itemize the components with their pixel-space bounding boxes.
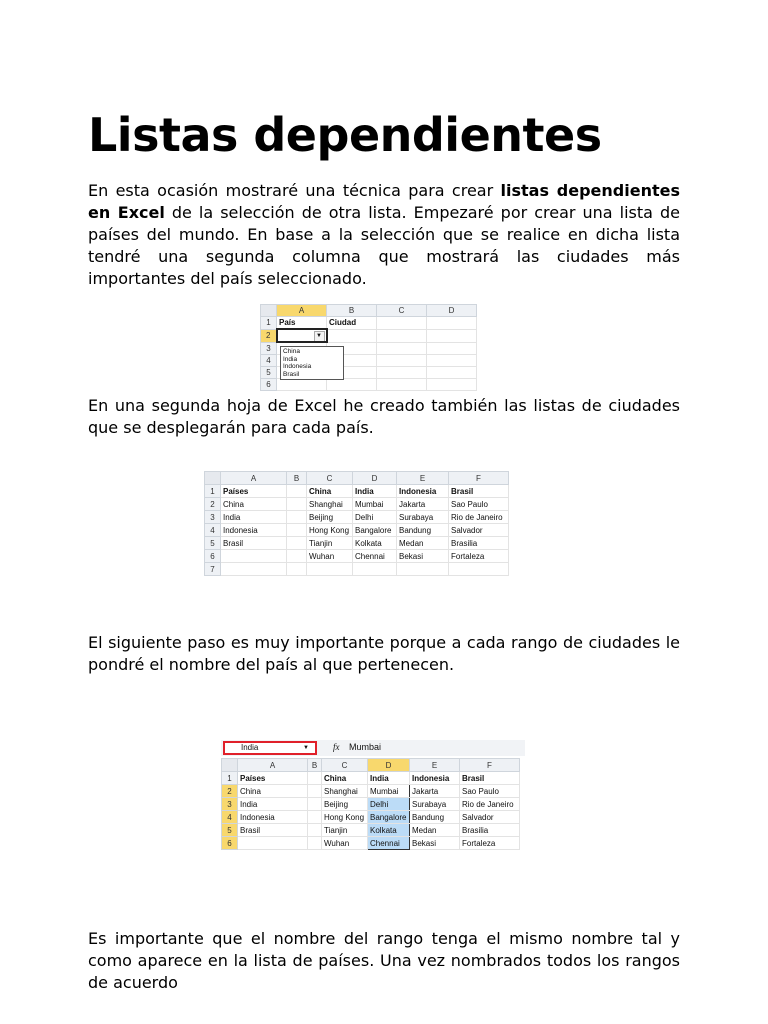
cell[interactable]: Beijing <box>322 798 368 811</box>
paragraph-range-naming-note: Es importante que el nombre del rango tenga el mismo nombre tal y como aparece en la lista de países. Una vez nombrados todos los rangos de acuerdo <box>88 929 680 992</box>
dropdown-option[interactable]: Indonesia <box>283 363 312 370</box>
row-header[interactable]: 3 <box>261 342 277 355</box>
cell[interactable] <box>353 485 397 498</box>
paragraph-intro <box>88 180 680 290</box>
formula-value[interactable]: Mumbai <box>349 742 382 752</box>
cell[interactable] <box>287 485 307 498</box>
column-header-f[interactable]: F <box>449 472 509 485</box>
cell[interactable] <box>353 563 397 576</box>
cell[interactable]: Salvador <box>460 811 520 824</box>
cell[interactable] <box>460 772 520 785</box>
row-header[interactable]: 5 <box>222 824 238 837</box>
cell[interactable]: Jakarta <box>397 498 449 511</box>
cell[interactable]: Brasilia <box>460 824 520 837</box>
header-china: China <box>324 773 347 783</box>
cell[interactable] <box>287 524 307 537</box>
cell[interactable] <box>427 329 477 342</box>
cell[interactable]: Delhi <box>353 511 397 524</box>
row-header[interactable]: 6 <box>261 379 277 391</box>
selected-range-cell[interactable]: Chennai <box>368 837 410 850</box>
row-header[interactable]: 3 <box>205 511 221 524</box>
p1-bold-text: listas dependientes en Excel <box>88 181 680 222</box>
cell[interactable]: Salvador <box>449 524 509 537</box>
cell[interactable] <box>307 485 353 498</box>
row-header[interactable]: 4 <box>222 811 238 824</box>
cell[interactable] <box>308 811 322 824</box>
sheet-corner[interactable] <box>261 305 277 317</box>
column-header-a[interactable]: A <box>238 759 308 772</box>
row-header[interactable]: 2 <box>205 498 221 511</box>
page-title: Listas dependientes <box>88 108 602 162</box>
cell[interactable] <box>427 317 477 330</box>
cell[interactable] <box>308 824 322 837</box>
row-header[interactable]: 4 <box>261 355 277 367</box>
row-header[interactable]: 2 <box>222 785 238 798</box>
header-brasil: Brasil <box>462 773 485 783</box>
column-header-d[interactable]: D <box>427 305 477 317</box>
dropdown-option[interactable]: India <box>283 355 298 363</box>
cell[interactable] <box>377 379 427 391</box>
cell[interactable] <box>287 511 307 524</box>
header-indonesia: Indonesia <box>399 486 437 496</box>
cell[interactable] <box>308 837 322 850</box>
row-header[interactable]: 7 <box>205 563 221 576</box>
cell[interactable]: Rio de Janeiro <box>460 798 520 811</box>
dropdown-cell[interactable] <box>277 329 327 342</box>
cell[interactable] <box>377 355 427 367</box>
header-indonesia: Indonesia <box>412 773 450 783</box>
row-header[interactable]: 5 <box>261 367 277 379</box>
cell[interactable]: Hong Kong <box>307 524 353 537</box>
cell[interactable] <box>427 367 477 379</box>
cell[interactable]: Bekasi <box>397 550 449 563</box>
column-header-e[interactable]: E <box>410 759 460 772</box>
cell[interactable] <box>322 772 368 785</box>
cell[interactable] <box>277 379 327 391</box>
cell[interactable] <box>287 498 307 511</box>
sheet-corner[interactable] <box>222 759 238 772</box>
cell[interactable]: Tianjin <box>307 537 353 550</box>
header-brasil: Brasil <box>451 486 474 496</box>
cell[interactable]: Brasil <box>221 537 287 550</box>
paragraph-second-sheet: En una segunda hoja de Excel he creado también las listas de ciudades que se desplegarán para cada país. <box>88 396 680 437</box>
cell[interactable]: Hong Kong <box>322 811 368 824</box>
p1-text-start: En esta ocasión mostraré una técnica para crear <box>88 181 501 200</box>
dropdown-list[interactable] <box>280 346 344 380</box>
cell[interactable]: Brasil <box>238 824 308 837</box>
cell[interactable]: Brasilia <box>449 537 509 550</box>
column-header-f[interactable]: F <box>460 759 520 772</box>
excel-sheet-dropdown <box>260 304 477 391</box>
sheet-corner[interactable] <box>205 472 221 485</box>
cell[interactable] <box>327 329 377 342</box>
column-header-c[interactable]: C <box>322 759 368 772</box>
dropdown-option[interactable]: Brasil <box>283 370 300 378</box>
name-box[interactable] <box>223 741 317 755</box>
header-india: India <box>355 486 374 496</box>
cell[interactable]: Mumbai <box>353 498 397 511</box>
function-icon[interactable]: fx <box>333 742 340 752</box>
cell[interactable] <box>308 772 322 785</box>
name-box-value: India <box>241 743 259 752</box>
cell[interactable]: Wuhan <box>307 550 353 563</box>
column-header-b[interactable]: B <box>327 305 377 317</box>
cell[interactable]: Shanghai <box>322 785 368 798</box>
cell[interactable] <box>397 485 449 498</box>
column-header-d[interactable]: D <box>368 759 410 772</box>
cell[interactable]: Shanghai <box>307 498 353 511</box>
cell[interactable]: India <box>238 798 308 811</box>
cell[interactable] <box>308 785 322 798</box>
excel-sheet-named-range <box>221 740 525 852</box>
cell[interactable]: Rio de Janeiro <box>449 511 509 524</box>
cell[interactable]: Indonesia <box>238 811 308 824</box>
column-header-a[interactable]: A <box>221 472 287 485</box>
cell[interactable]: Fortaleza <box>460 837 520 850</box>
cell[interactable] <box>427 342 477 355</box>
cell[interactable]: Chennai <box>353 550 397 563</box>
cell[interactable] <box>410 772 460 785</box>
cell[interactable] <box>287 550 307 563</box>
cell[interactable]: Bandung <box>397 524 449 537</box>
cell[interactable]: China <box>238 785 308 798</box>
row-header[interactable]: 4 <box>205 524 221 537</box>
cell[interactable] <box>377 367 427 379</box>
cell[interactable] <box>327 317 377 330</box>
column-header-d[interactable]: D <box>353 472 397 485</box>
cell[interactable]: China <box>221 498 287 511</box>
cell[interactable] <box>427 379 477 391</box>
cell[interactable] <box>287 537 307 550</box>
cell[interactable] <box>327 379 377 391</box>
cell[interactable] <box>368 772 410 785</box>
cell[interactable]: Fortaleza <box>449 550 509 563</box>
cell[interactable] <box>427 355 477 367</box>
selected-range-cell[interactable]: Kolkata <box>368 824 410 837</box>
header-paises: Países <box>223 486 249 496</box>
cell[interactable] <box>377 342 427 355</box>
column-header-c[interactable]: C <box>377 305 427 317</box>
cell[interactable]: Surabaya <box>397 511 449 524</box>
cell[interactable] <box>308 798 322 811</box>
cell[interactable] <box>377 317 427 330</box>
cell[interactable]: Bekasi <box>410 837 460 850</box>
cell[interactable] <box>238 772 308 785</box>
cell[interactable]: Jakarta <box>410 785 460 798</box>
cell[interactable] <box>449 563 509 576</box>
row-header[interactable]: 3 <box>222 798 238 811</box>
cell[interactable]: Beijing <box>307 511 353 524</box>
cell[interactable] <box>221 550 287 563</box>
dropdown-option[interactable]: China <box>283 348 300 355</box>
column-header-a[interactable]: A <box>277 305 327 317</box>
row-header[interactable]: 1 <box>205 485 221 498</box>
column-header-b[interactable]: B <box>287 472 307 485</box>
row-header[interactable]: 2 <box>261 329 277 342</box>
cell[interactable] <box>221 563 287 576</box>
cell[interactable]: Indonesia <box>221 524 287 537</box>
cell[interactable] <box>238 837 308 850</box>
cell[interactable]: India <box>221 511 287 524</box>
p1-text-end: de la selección de otra lista. Empezaré por crear una lista de países del mundo. En base a la selección que se realice en dicha lista tendré una segunda columna que mostrará las ciudades más importantes del país seleccionado. <box>88 203 680 288</box>
cell[interactable]: Sao Paulo <box>460 785 520 798</box>
cell[interactable]: Tianjin <box>322 824 368 837</box>
formula-bar <box>221 740 525 756</box>
cell[interactable] <box>287 563 307 576</box>
header-china: China <box>309 486 332 496</box>
header-pais: País <box>279 318 296 327</box>
row-header[interactable]: 5 <box>205 537 221 550</box>
selected-range-cell[interactable]: Bangalore <box>368 811 410 824</box>
cell[interactable]: Surabaya <box>410 798 460 811</box>
row-header[interactable]: 6 <box>222 837 238 850</box>
cell[interactable]: Wuhan <box>322 837 368 850</box>
row-header[interactable]: 1 <box>261 317 277 330</box>
row-header[interactable]: 6 <box>205 550 221 563</box>
cell[interactable] <box>377 329 427 342</box>
excel-sheet-city-lists <box>204 471 509 576</box>
paragraph-name-ranges: El siguiente paso es muy importante porque a cada rango de ciudades le pondré el nombre del país al que pertenecen. <box>88 633 680 674</box>
chevron-down-icon[interactable]: ▼ <box>303 745 309 751</box>
cell[interactable] <box>277 317 327 330</box>
cell[interactable]: Medan <box>397 537 449 550</box>
cell[interactable] <box>221 485 287 498</box>
row-header[interactable]: 1 <box>222 772 238 785</box>
cell[interactable]: Sao Paulo <box>449 498 509 511</box>
header-paises: Países <box>240 773 266 783</box>
cell[interactable] <box>449 485 509 498</box>
cell[interactable]: Medan <box>410 824 460 837</box>
cell[interactable]: Kolkata <box>353 537 397 550</box>
cell[interactable]: Bangalore <box>353 524 397 537</box>
cell[interactable]: Bandung <box>410 811 460 824</box>
column-header-e[interactable]: E <box>397 472 449 485</box>
column-header-c[interactable]: C <box>307 472 353 485</box>
selected-range-cell[interactable]: Mumbai <box>368 785 410 798</box>
column-header-b[interactable]: B <box>308 759 322 772</box>
header-ciudad: Ciudad <box>329 318 357 328</box>
cell[interactable] <box>307 563 353 576</box>
selected-range-cell[interactable]: Delhi <box>368 798 410 811</box>
cell[interactable] <box>397 563 449 576</box>
dropdown-arrow-icon[interactable]: ▼ <box>314 331 325 342</box>
header-india: India <box>370 773 389 783</box>
